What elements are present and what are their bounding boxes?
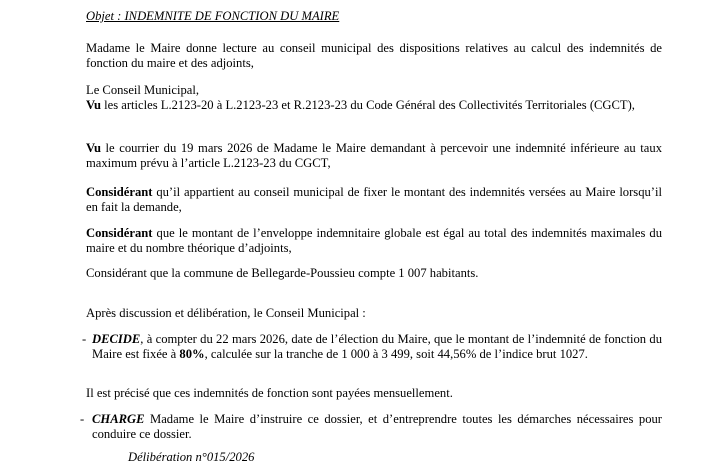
- considerant-label-2: Considérant: [86, 226, 153, 240]
- charge-text: Madame le Maire d’instruire ce dossier, et d’entreprendre toutes les démarches nécessaires pour conduire ce dossier.: [92, 412, 662, 441]
- decide-text-a: , à compter du 22 mars 2026, date de l’élection du Maire, que le montant de l’indemnité de fonction du Maire est fixée à: [92, 332, 662, 361]
- charge-dash: -: [80, 412, 85, 426]
- considerant-text-2: que le montant de l’enveloppe indemnitaire globale est égal au total des indemnités maximales du maire et du nombre théorique d’adjoints,: [86, 226, 662, 255]
- vu-articles-text: les articles L.2123-20 à L.2123-23 et R.2123-23 du Code Général des Collectivités Territoriales (CGCT),: [100, 98, 635, 112]
- vu-courrier-text: le courrier du 19 mars 2026 de Madame le Maire demandant à percevoir une indemnité inférieure au taux maximum prévu à l’article L.2123-23 du CGCT,: [86, 141, 662, 170]
- vu-label: Vu: [86, 98, 101, 112]
- vu-courrier-paragraph: [86, 141, 662, 171]
- charge-paragraph: [92, 412, 662, 442]
- considerant-text-1: qu’il appartient au conseil municipal de fixer le montant des indemnités versées au Maire lorsqu’il en fait la demande,: [86, 185, 662, 214]
- charge-label: CHARGE: [92, 412, 145, 426]
- decide-dash: -: [82, 332, 87, 346]
- decide-paragraph: [92, 332, 662, 362]
- considerant-label-1: Considérant: [86, 185, 153, 199]
- deliberation-number: Délibération n°015/2026: [128, 450, 255, 464]
- conseil-line: Le Conseil Municipal,: [86, 83, 199, 97]
- considerant-paragraph-1: [86, 185, 662, 215]
- vu-articles-paragraph: [86, 98, 662, 113]
- considerant-paragraph-3: Considérant que la commune de Bellegarde-Poussieu compte 1 007 habitants.: [86, 266, 479, 280]
- vu-label-2: Vu: [86, 141, 101, 155]
- precise-line: Il est précisé que ces indemnités de fonction sont payées mensuellement.: [86, 386, 453, 400]
- decide-label: DECIDE: [92, 332, 141, 346]
- objet-heading: Objet : INDEMNITE DE FONCTION DU MAIRE: [86, 9, 340, 23]
- apres-deliberation-line: Après discussion et délibération, le Conseil Municipal :: [86, 306, 366, 320]
- decide-text-b: , calculée sur la tranche de 1 000 à 3 499, soit 44,56% de l’indice brut 1027.: [204, 347, 588, 361]
- decide-percentage: 80%: [179, 347, 205, 361]
- considerant-paragraph-2: [86, 226, 662, 256]
- intro-paragraph: Madame le Maire donne lecture au conseil municipal des dispositions relatives au calcul des indemnités de fonction du maire et des adjoints,: [86, 41, 662, 70]
